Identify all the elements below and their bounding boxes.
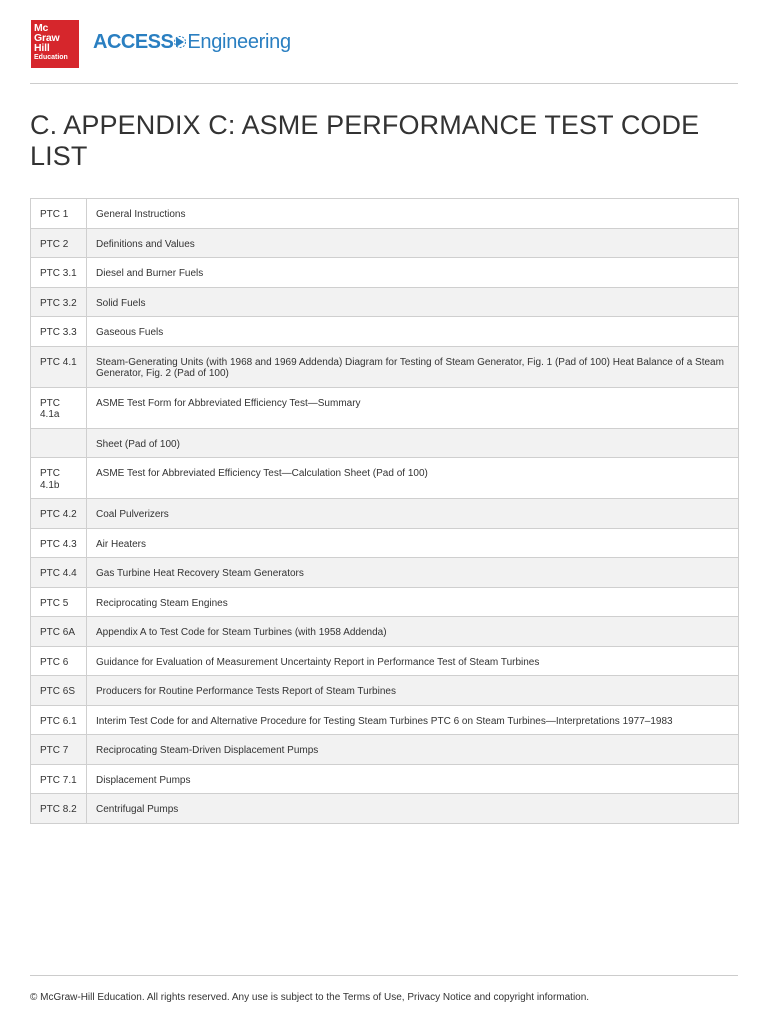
table-row xyxy=(31,317,739,347)
ptc-code-cell: PTC 6S xyxy=(31,676,87,706)
ptc-description-cell: Gas Turbine Heat Recovery Steam Generators xyxy=(87,558,739,588)
table-row xyxy=(31,428,739,458)
ptc-code-cell: PTC 8.2 xyxy=(31,794,87,824)
logo-line: Mc xyxy=(34,22,49,34)
ptc-description-cell: Coal Pulverizers xyxy=(87,499,739,529)
table-row xyxy=(31,617,739,647)
ptc-description-cell: Interim Test Code for and Alternative Procedure for Testing Steam Turbines PTC 6 on Steam Turbines—Interpretations 1977–1983 xyxy=(87,705,739,735)
table-row xyxy=(31,646,739,676)
ptc-code-cell: PTC 4.1b xyxy=(31,458,87,499)
table-row xyxy=(31,287,739,317)
ptc-description-cell: Displacement Pumps xyxy=(87,764,739,794)
ptc-description-cell: Steam-Generating Units (with 1968 and 1969 Addenda) Diagram for Testing of Steam Generator, Fig. 1 (Pad of 100) Heat Balance of a Steam Generator, Fig. 2 (Pad of 100) xyxy=(87,346,739,387)
logo-line: Education xyxy=(34,54,68,61)
ptc-description-cell: Diesel and Burner Fuels xyxy=(87,258,739,288)
ptc-description-cell: Air Heaters xyxy=(87,528,739,558)
ptc-code-cell: PTC 4.1 xyxy=(31,346,87,387)
logo-line: Hill xyxy=(34,42,50,54)
ptc-code-cell: PTC 5 xyxy=(31,587,87,617)
ptc-code-cell: PTC 3.2 xyxy=(31,287,87,317)
ptc-code-cell: PTC 6 xyxy=(31,646,87,676)
ptc-description-cell: Reciprocating Steam-Driven Displacement Pumps xyxy=(87,735,739,765)
table-row xyxy=(31,705,739,735)
table-row xyxy=(31,794,739,824)
ptc-code-cell: PTC 4.4 xyxy=(31,558,87,588)
ptc-description-cell: Solid Fuels xyxy=(87,287,739,317)
ptc-code-cell: PTC 3.1 xyxy=(31,258,87,288)
table-row xyxy=(31,346,739,387)
ptc-description-cell: Sheet (Pad of 100) xyxy=(87,428,739,458)
table-row xyxy=(31,676,739,706)
table-row xyxy=(31,258,739,288)
ptc-description-cell: ASME Test Form for Abbreviated Efficiency Test—Summary xyxy=(87,387,739,428)
ptc-code-cell: PTC 7.1 xyxy=(31,764,87,794)
table-row xyxy=(31,558,739,588)
table-row xyxy=(31,528,739,558)
ptc-description-cell: Centrifugal Pumps xyxy=(87,794,739,824)
page-title: C. APPENDIX C: ASME PERFORMANCE TEST CODE LIST xyxy=(30,110,700,171)
table-row xyxy=(31,458,739,499)
gear-icon xyxy=(174,35,186,49)
ptc-description-cell: Reciprocating Steam Engines xyxy=(87,587,739,617)
site-header xyxy=(31,20,291,68)
ptc-code-cell: PTC 6A xyxy=(31,617,87,647)
ptc-code-cell: PTC 7 xyxy=(31,735,87,765)
ptc-code-cell: PTC 3.3 xyxy=(31,317,87,347)
ptc-description-cell: Gaseous Fuels xyxy=(87,317,739,347)
ptc-description-cell: Appendix A to Test Code for Steam Turbines (with 1958 Addenda) xyxy=(87,617,739,647)
table-row xyxy=(31,387,739,428)
table-row xyxy=(31,735,739,765)
ptc-code-cell: PTC 1 xyxy=(31,199,87,229)
ptc-description-cell: ASME Test for Abbreviated Efficiency Test—Calculation Sheet (Pad of 100) xyxy=(87,458,739,499)
ptc-code-cell: PTC 4.1a xyxy=(31,387,87,428)
ptc-code-cell: PTC 4.3 xyxy=(31,528,87,558)
footer-divider xyxy=(30,975,738,976)
copyright-footer: © McGraw-Hill Education. All rights reserved. Any use is subject to the Terms of Use, Privacy Notice and copyright information. xyxy=(30,992,590,1003)
table-row xyxy=(31,499,739,529)
ptc-code-cell xyxy=(31,428,87,458)
ptc-code-cell: PTC 6.1 xyxy=(31,705,87,735)
access-engineering-logo[interactable] xyxy=(93,31,291,54)
ptc-code-cell: PTC 4.2 xyxy=(31,499,87,529)
ptc-list-table xyxy=(30,198,739,824)
table-row xyxy=(31,587,739,617)
header-divider xyxy=(30,83,738,84)
ptc-description-cell: Producers for Routine Performance Tests Report of Steam Turbines xyxy=(87,676,739,706)
ptc-description-cell: Definitions and Values xyxy=(87,228,739,258)
table-row xyxy=(31,199,739,229)
table-row xyxy=(31,228,739,258)
logo-line: Graw xyxy=(34,32,60,44)
ptc-description-cell: General Instructions xyxy=(87,199,739,229)
ptc-code-cell: PTC 2 xyxy=(31,228,87,258)
mcgraw-hill-logo[interactable] xyxy=(31,20,79,68)
table-row xyxy=(31,764,739,794)
ptc-description-cell: Guidance for Evaluation of Measurement Uncertainty Report in Performance Test of Steam Turbines xyxy=(87,646,739,676)
brand-engineering-text: Engineering xyxy=(187,30,291,53)
brand-access-text: ACCESS xyxy=(93,30,174,53)
